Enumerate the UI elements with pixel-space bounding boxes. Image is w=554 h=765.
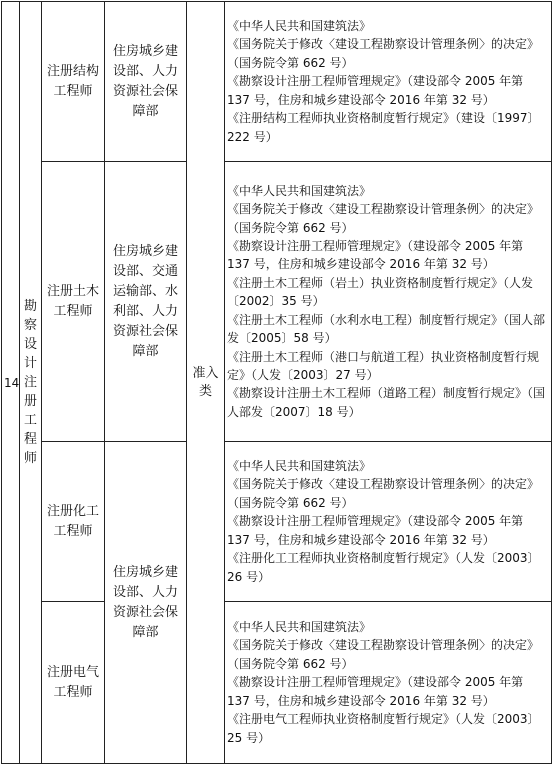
category-cell xyxy=(20,2,42,764)
legal-basis-item: 《国务院关于修改〈建设工程勘察设计管理条例〉的决定》（国务院令第 662 号） xyxy=(227,638,540,671)
legal-basis-item: 《勘察设计注册土木工程师（道路工程）制度暂行规定》（国人部发〔2007〕18 号） xyxy=(227,386,546,419)
department-cell: 住房城乡建设部、人力资源社会保障部 xyxy=(105,442,187,764)
table-row xyxy=(2,162,552,442)
department-cell: 住房城乡建设部、人力资源社会保障部 xyxy=(105,2,187,162)
qualification-name: 注册结构工程师 xyxy=(42,2,105,162)
legal-basis-item: 《注册电气工程师执业资格制度暂行规定》（人发〔2003〕25 号） xyxy=(227,712,540,745)
legal-basis-item: 《注册土木工程师（港口与航道工程）执业资格制度暂行规定》（人发〔2003〕27 号） xyxy=(227,349,540,382)
legal-basis-item: 《勘察设计注册工程师管理规定》（建设部令 2005 年第 137 号，住房和城乡建设部令 2016 年第 32 号） xyxy=(227,74,524,107)
legal-basis-item: 《勘察设计注册工程师管理规定》（建设部令 2005 年第 137 号，住房和城乡建设部令 2016 年第 32 号） xyxy=(227,239,524,272)
legal-basis-item: 《注册土木工程师（岩土）执业资格制度暂行规定》（人发〔2002〕35 号） xyxy=(227,275,534,309)
qualification-name: 注册化工工程师 xyxy=(42,442,105,602)
category-label: 勘察设计注册工程师 xyxy=(23,299,37,466)
table-row xyxy=(2,442,552,602)
qualification-table xyxy=(1,1,552,764)
legal-basis-item: 《国务院关于修改〈建设工程勘察设计管理条例〉的决定》（国务院令第 662 号） xyxy=(227,202,540,235)
legal-basis-item: 《中华人民共和国建筑法》 xyxy=(227,183,372,198)
table-row xyxy=(2,602,552,764)
table-row xyxy=(2,2,552,162)
legal-basis-item: 《注册结构工程师执业资格制度暂行规定》（建设〔1997〕222 号） xyxy=(227,111,540,144)
access-type: 准入类 xyxy=(187,2,225,764)
legal-basis-item: 《国务院关于修改〈建设工程勘察设计管理条例〉的决定》（国务院令第 662 号） xyxy=(227,37,540,70)
legal-basis-item: 《国务院关于修改〈建设工程勘察设计管理条例〉的决定》（国务院令第 662 号） xyxy=(227,477,540,510)
department-cell: 住房城乡建设部、交通运输部、水利部、人力资源社会保障部 xyxy=(105,162,187,442)
legal-basis-cell xyxy=(225,602,552,764)
legal-basis-item: 《注册土木工程师（水利水电工程）制度暂行规定》（国人部发〔2005〕58 号） xyxy=(227,312,546,346)
legal-basis-item: 《勘察设计注册工程师管理规定》（建设部令 2005 年第 137 号，住房和城乡建设部令 2016 年第 32 号） xyxy=(227,675,524,708)
legal-basis-item: 《中华人民共和国建筑法》 xyxy=(227,19,372,34)
row-number: 14 xyxy=(2,2,20,764)
legal-basis-item: 《注册化工工程师执业资格制度暂行规定》（人发〔2003〕26 号） xyxy=(227,551,540,584)
legal-basis-item: 《中华人民共和国建筑法》 xyxy=(227,620,372,635)
legal-basis-cell xyxy=(225,2,552,162)
legal-basis-cell xyxy=(225,162,552,442)
legal-basis-cell xyxy=(225,442,552,602)
qualification-name: 注册电气工程师 xyxy=(42,602,105,764)
qualification-name: 注册土木工程师 xyxy=(42,162,105,442)
legal-basis-item: 《勘察设计注册工程师管理规定》（建设部令 2005 年第 137 号，住房和城乡建设部令 2016 年第 32 号） xyxy=(227,514,524,547)
legal-basis-item: 《中华人民共和国建筑法》 xyxy=(227,459,372,474)
